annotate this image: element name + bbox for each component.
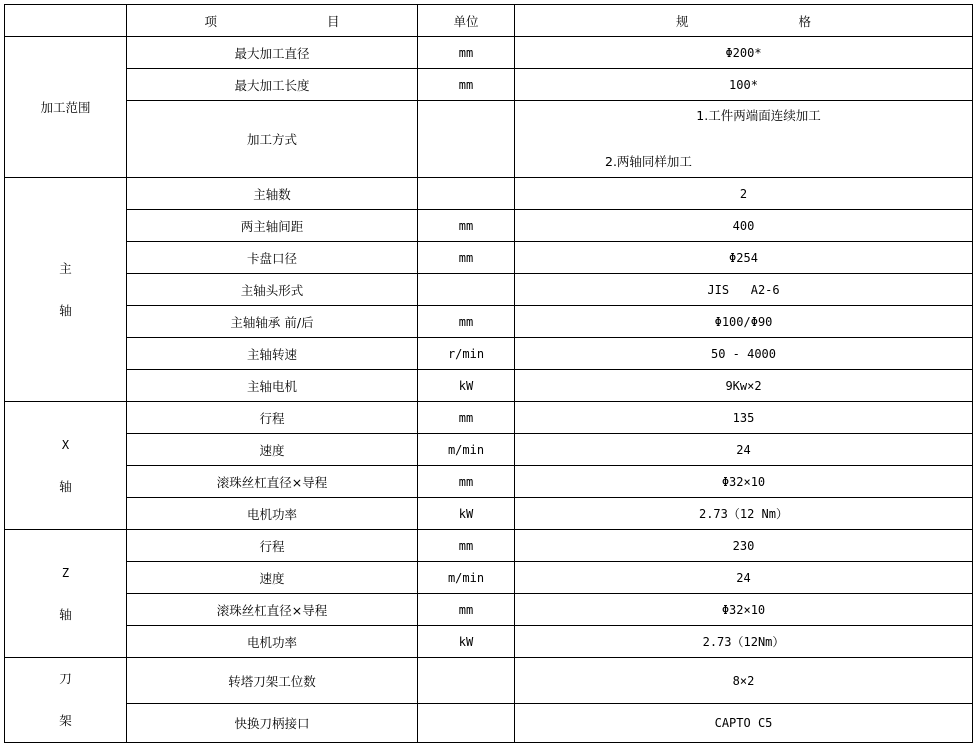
table-row	[5, 704, 973, 743]
unit-cell: kW	[418, 370, 515, 402]
group-z-axis	[5, 530, 127, 658]
item-cell: 最大加工直径	[127, 37, 418, 69]
spec-cell: 50 - 4000	[515, 338, 973, 370]
unit-cell: mm	[418, 530, 515, 562]
item-cell: 滚珠丝杠直径×导程	[127, 594, 418, 626]
group-turret-char2: 架	[59, 713, 72, 728]
unit-cell	[418, 658, 515, 704]
unit-cell: m/min	[418, 562, 515, 594]
item-cell: 主轴轴承 前/后	[127, 306, 418, 338]
table-row	[5, 466, 973, 498]
table-row	[5, 626, 973, 658]
spec-cell: Φ32×10	[515, 466, 973, 498]
unit-cell: m/min	[418, 434, 515, 466]
table-row	[5, 658, 973, 704]
unit-cell: mm	[418, 69, 515, 101]
spec-line-1: 1.工件两端面连续加工	[696, 108, 821, 123]
spec-cell: Φ254	[515, 242, 973, 274]
item-cell: 滚珠丝杠直径×导程	[127, 466, 418, 498]
spec-cell: 9Kw×2	[515, 370, 973, 402]
table-row	[5, 498, 973, 530]
table-row	[5, 101, 973, 178]
unit-cell: kW	[418, 498, 515, 530]
item-cell: 加工方式	[127, 101, 418, 178]
item-cell: 电机功率	[127, 626, 418, 658]
table-row	[5, 178, 973, 210]
spec-cell: 400	[515, 210, 973, 242]
unit-cell: mm	[418, 306, 515, 338]
header-unit-cell: 单位	[418, 5, 515, 37]
table-row	[5, 338, 973, 370]
header-item-part2: 目	[327, 13, 340, 29]
spec-cell: CAPTO C5	[515, 704, 973, 743]
item-cell: 电机功率	[127, 498, 418, 530]
item-cell: 行程	[127, 402, 418, 434]
table-row	[5, 594, 973, 626]
spec-cell: Φ200*	[515, 37, 973, 69]
group-spindle-char2: 轴	[59, 302, 72, 318]
item-cell: 转塔刀架工位数	[127, 658, 418, 704]
spec-cell: 135	[515, 402, 973, 434]
unit-cell: mm	[418, 242, 515, 274]
spec-cell: Φ32×10	[515, 594, 973, 626]
item-cell: 行程	[127, 530, 418, 562]
table-row	[5, 530, 973, 562]
item-cell: 主轴转速	[127, 338, 418, 370]
item-cell: 卡盘口径	[127, 242, 418, 274]
table-row	[5, 370, 973, 402]
item-cell: 速度	[127, 434, 418, 466]
header-item-cell	[127, 5, 418, 37]
group-x-char2: 轴	[59, 478, 72, 494]
table-row	[5, 562, 973, 594]
header-group-cell	[5, 5, 127, 37]
spec-cell: 24	[515, 562, 973, 594]
item-cell: 主轴头形式	[127, 274, 418, 306]
item-cell: 主轴电机	[127, 370, 418, 402]
item-cell: 两主轴间距	[127, 210, 418, 242]
unit-cell	[418, 704, 515, 743]
group-z-char2: 轴	[59, 606, 72, 622]
table-row	[5, 434, 973, 466]
spec-cell: 24	[515, 434, 973, 466]
spec-cell: 230	[515, 530, 973, 562]
item-cell: 快换刀柄接口	[127, 704, 418, 743]
unit-cell	[418, 101, 515, 178]
item-cell: 最大加工长度	[127, 69, 418, 101]
spec-cell: JIS A2-6	[515, 274, 973, 306]
item-cell: 主轴数	[127, 178, 418, 210]
group-spindle	[5, 178, 127, 402]
unit-cell: mm	[418, 210, 515, 242]
table-row	[5, 37, 973, 69]
group-x-char1: X	[61, 437, 70, 452]
unit-cell: mm	[418, 466, 515, 498]
unit-cell: mm	[418, 402, 515, 434]
group-spindle-char1: 主	[59, 260, 72, 276]
group-range: 加工范围	[5, 37, 127, 178]
spec-cell: 2.73（12 Nm）	[515, 498, 973, 530]
group-x-axis	[5, 402, 127, 530]
table-row	[5, 69, 973, 101]
table-row	[5, 402, 973, 434]
unit-cell: r/min	[418, 338, 515, 370]
header-row	[5, 5, 973, 37]
spec-cell: 8×2	[515, 658, 973, 704]
table-row	[5, 274, 973, 306]
unit-cell: mm	[418, 37, 515, 69]
table-row	[5, 242, 973, 274]
spec-cell: Φ100/Φ90	[515, 306, 973, 338]
header-spec-part1: 规	[675, 13, 689, 29]
spec-table	[4, 4, 973, 743]
table-row	[5, 306, 973, 338]
unit-cell: kW	[418, 626, 515, 658]
spec-line-2: 2.两轴同样加工	[605, 154, 692, 169]
spec-cell: 2	[515, 178, 973, 210]
header-spec-part2: 格	[798, 13, 812, 29]
header-item-part1: 项	[204, 13, 217, 29]
group-turret-char1: 刀	[59, 671, 72, 686]
spec-cell: 100*	[515, 69, 973, 101]
unit-cell	[418, 178, 515, 210]
group-z-char1: Z	[61, 565, 70, 580]
header-spec-cell	[515, 5, 973, 37]
unit-cell: mm	[418, 594, 515, 626]
item-cell: 速度	[127, 562, 418, 594]
spec-cell-multiline	[515, 101, 973, 178]
table-row	[5, 210, 973, 242]
unit-cell	[418, 274, 515, 306]
spec-cell: 2.73（12Nm）	[515, 626, 973, 658]
